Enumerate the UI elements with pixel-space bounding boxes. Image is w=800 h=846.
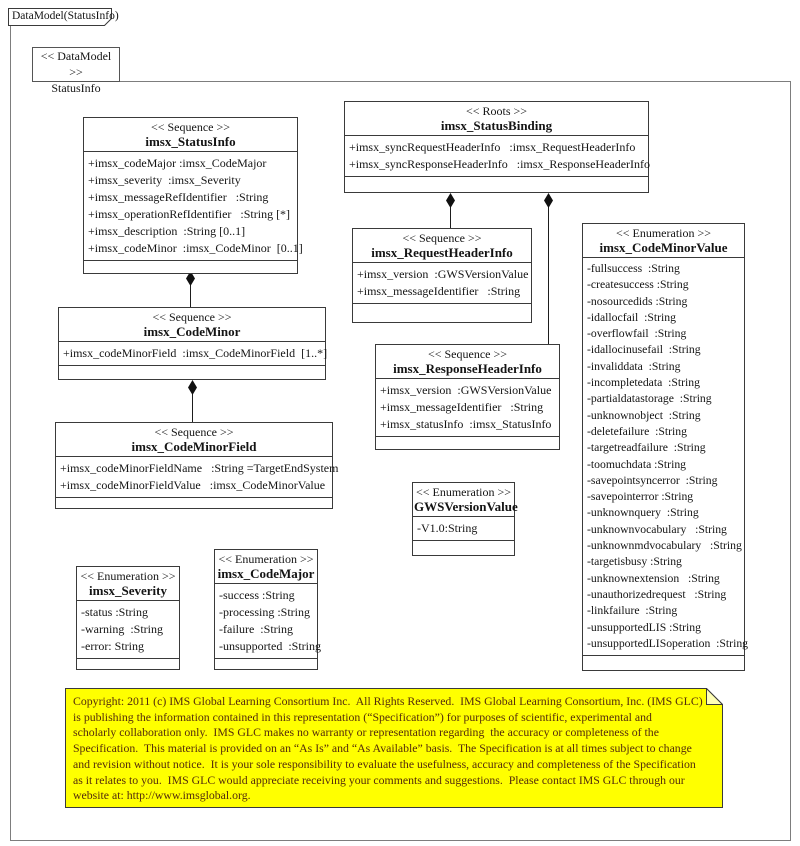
class-empty-compartment xyxy=(583,656,744,670)
composition-connector[interactable] xyxy=(450,207,451,228)
class-attributes xyxy=(56,457,339,498)
class-box-imsx-codemajor[interactable] xyxy=(214,549,321,670)
text-line: -unknownmdvocabulary :String xyxy=(587,539,742,553)
text-line: Specification. This material is provided on an “As Is” and “As Available” basis. The Specification is at all times subject to change xyxy=(73,741,692,756)
text-line: -unauthorizedrequest :String xyxy=(587,587,727,601)
copyright-note[interactable] xyxy=(65,688,723,808)
text-line: website at: http://www.imsglobal.org. xyxy=(73,788,251,803)
class-header xyxy=(84,118,297,152)
text-line: +imsx_operationRefIdentifier :String [*] xyxy=(88,207,291,221)
text-line: +imsx_syncRequestHeaderInfo :imsx_RequestHeaderInfo xyxy=(349,140,636,154)
class-attributes xyxy=(583,258,749,656)
composition-connector[interactable] xyxy=(192,394,193,422)
class-header xyxy=(345,102,648,136)
frame-border-right xyxy=(790,81,791,841)
class-box-imsx-codeminorfield[interactable] xyxy=(55,422,339,509)
text-line: is publishing the information contained in this representation (“Specification”) for purposes of scientific, experimental and xyxy=(73,709,652,724)
text-line: as it relates to you. IMS GLC would appreciate receiving your comments and suggestions. Please contact IMS GLC through our xyxy=(73,772,685,787)
class-name: imsx_CodeMinorField xyxy=(131,439,257,454)
class-box-imsx-statusbinding[interactable] xyxy=(344,101,649,193)
text-line: -unknownobject :String xyxy=(587,408,701,422)
class-box-imsx-responseheaderinfo[interactable] xyxy=(375,344,560,450)
class-stereotype: << Sequence >> xyxy=(152,310,232,324)
class-stereotype: << Sequence >> xyxy=(427,347,508,361)
text-line: -deletefailure :String xyxy=(587,424,687,438)
class-header xyxy=(583,224,744,258)
class-box-gwsversionvalue[interactable] xyxy=(412,482,518,556)
frame-label xyxy=(32,47,120,95)
text-line: -unsupportedLIS :String xyxy=(587,620,701,634)
copyright-note-text xyxy=(65,688,723,808)
composition-connector[interactable] xyxy=(190,285,191,307)
text-line: +imsx_description :String [0..1] xyxy=(88,224,246,238)
text-line: -unsupported :String xyxy=(219,639,321,653)
class-attributes xyxy=(84,152,303,261)
class-header xyxy=(56,423,332,457)
class-empty-compartment xyxy=(413,541,514,555)
text-line: -V1.0:String xyxy=(417,521,478,535)
class-header xyxy=(215,550,317,584)
text-line: +imsx_codeMinorField :imsx_CodeMinorField [1..*] xyxy=(63,346,328,360)
text-line: and revision without notice. It is your sole responsibility to evaluate the usefulness, accuracy and completeness of the Specification xyxy=(73,756,696,771)
class-box-imsx-severity[interactable] xyxy=(76,566,180,670)
class-name: imsx_Severity xyxy=(89,583,167,598)
diagram-tab-label: DataModel(StatusInfo) xyxy=(12,10,119,22)
text-line: +imsx_version :GWSVersionValue xyxy=(357,267,529,281)
text-line: -nosourcedids :String xyxy=(587,294,688,308)
text-line: -incompletedata :String xyxy=(587,376,700,390)
text-line: -unknownquery :String xyxy=(587,506,699,520)
text-line: -linkfailure :String xyxy=(587,604,678,618)
class-attributes xyxy=(353,263,531,304)
text-line: -warning :String xyxy=(81,622,163,636)
class-empty-compartment xyxy=(84,261,297,273)
class-stereotype: << Enumeration >> xyxy=(218,552,314,566)
class-stereotype: << Enumeration >> xyxy=(415,485,512,499)
class-empty-compartment xyxy=(376,437,559,449)
text-line: -invaliddata :String xyxy=(587,359,681,373)
class-name: imsx_StatusInfo xyxy=(145,134,236,149)
text-line: +imsx_severity :imsx_Severity xyxy=(88,173,241,187)
text-line: -success :String xyxy=(219,588,295,602)
text-line: +imsx_codeMinorFieldName :String =TargetEndSystem xyxy=(60,461,339,475)
text-line: -targetisbusy :String xyxy=(587,555,682,569)
text-line: -savepointerror :String xyxy=(587,490,694,504)
text-line: +imsx_statusInfo :imsx_StatusInfo xyxy=(380,417,552,431)
text-line: -failure :String xyxy=(219,622,293,636)
class-stereotype: << Roots >> xyxy=(465,104,528,118)
text-line: -idallocinusefail :String xyxy=(587,343,701,357)
class-name: imsx_StatusBinding xyxy=(440,118,553,133)
composition-connector[interactable] xyxy=(548,207,549,344)
text-line: -overflowfail :String xyxy=(587,327,687,341)
class-box-imsx-statusinfo[interactable] xyxy=(83,117,303,274)
class-empty-compartment xyxy=(59,366,325,379)
class-name: imsx_CodeMinor xyxy=(143,324,241,339)
composition-diamond-icon[interactable] xyxy=(544,193,553,208)
text-line: -unsupportedLISoperation :String xyxy=(587,636,749,650)
class-empty-compartment xyxy=(77,659,179,669)
text-line: -toomuchdata :String xyxy=(587,457,687,471)
class-name: imsx_ResponseHeaderInfo xyxy=(393,361,542,376)
text-line: -idallocfail :String xyxy=(587,310,676,324)
text-line: -status :String xyxy=(81,605,149,619)
class-stereotype: << Sequence >> xyxy=(402,231,482,245)
diagram-tab[interactable] xyxy=(8,8,119,26)
class-box-imsx-codeminorvalue[interactable] xyxy=(582,223,749,671)
class-attributes xyxy=(215,584,321,659)
text-line: +imsx_codeMinorFieldValue :imsx_CodeMinorValue xyxy=(60,478,326,492)
text-line: -error: String xyxy=(81,639,144,653)
class-header xyxy=(376,345,559,379)
class-attributes xyxy=(345,136,651,177)
text-line: -processing :String xyxy=(219,605,310,619)
text-line: -partialdatastorage :String xyxy=(587,392,712,406)
class-empty-compartment xyxy=(215,659,317,669)
frame-border-top xyxy=(119,81,791,82)
frame-name: StatusInfo xyxy=(51,81,101,95)
text-line: -unknownvocabulary :String xyxy=(587,522,727,536)
frame-border-bottom xyxy=(10,840,791,841)
class-empty-compartment xyxy=(56,498,332,508)
frame-stereotype: << DataModel >> xyxy=(40,49,112,79)
text-line: +imsx_version :GWSVersionValue xyxy=(380,383,552,397)
class-empty-compartment xyxy=(345,177,648,192)
class-attributes xyxy=(77,601,179,659)
text-line: -targetreadfailure :String xyxy=(587,441,706,455)
text-line: +imsx_codeMajor :imsx_CodeMajor xyxy=(88,156,267,170)
class-header xyxy=(77,567,179,601)
class-stereotype: << Enumeration >> xyxy=(615,226,712,240)
frame-border-left xyxy=(10,24,11,841)
text-line: +imsx_messageIdentifier :String xyxy=(357,284,521,298)
class-header xyxy=(59,308,325,342)
class-stereotype: << Sequence >> xyxy=(150,120,231,134)
class-header xyxy=(413,483,518,517)
class-name: imsx_CodeMajor xyxy=(217,566,315,581)
class-attributes xyxy=(59,342,328,366)
text-line: Copyright: 2011 (c) IMS Global Learning Consortium Inc. All Rights Reserved. IMS Global Learning Consortium, Inc. (IMS GLC) xyxy=(73,694,703,708)
text-line: +imsx_syncResponseHeaderInfo :imsx_ResponseHeaderInfo xyxy=(349,157,651,171)
text-line: +imsx_codeMinor :imsx_CodeMinor [0..1] xyxy=(88,241,303,255)
class-box-imsx-requestheaderinfo[interactable] xyxy=(352,228,532,323)
class-header xyxy=(353,229,531,263)
class-name: imsx_RequestHeaderInfo xyxy=(371,245,513,260)
composition-diamond-icon[interactable] xyxy=(446,193,455,208)
class-attributes xyxy=(413,517,514,541)
class-stereotype: << Enumeration >> xyxy=(80,569,176,583)
text-line: -unknownextension :String xyxy=(587,571,720,585)
class-name: imsx_CodeMinorValue xyxy=(599,240,728,255)
class-box-imsx-codeminor[interactable] xyxy=(58,307,326,380)
class-attributes xyxy=(376,379,559,437)
text-line: -savepointsyncerror :String xyxy=(587,473,718,487)
text-line: scholarly collaboration only. IMS GLC makes no warranty or representation regarding the accuracy or completeness of the xyxy=(73,725,659,740)
composition-diamond-icon[interactable] xyxy=(188,380,197,395)
class-empty-compartment xyxy=(353,304,531,322)
text-line: +imsx_messageIdentifier :String xyxy=(380,400,544,414)
text-line: +imsx_messageRefIdentifier :String xyxy=(88,190,269,204)
class-stereotype: << Sequence >> xyxy=(154,425,234,439)
class-name: GWSVersionValue xyxy=(414,499,518,514)
text-line: -createsuccess :String xyxy=(587,278,689,292)
text-line: -fullsuccess :String xyxy=(587,262,680,275)
